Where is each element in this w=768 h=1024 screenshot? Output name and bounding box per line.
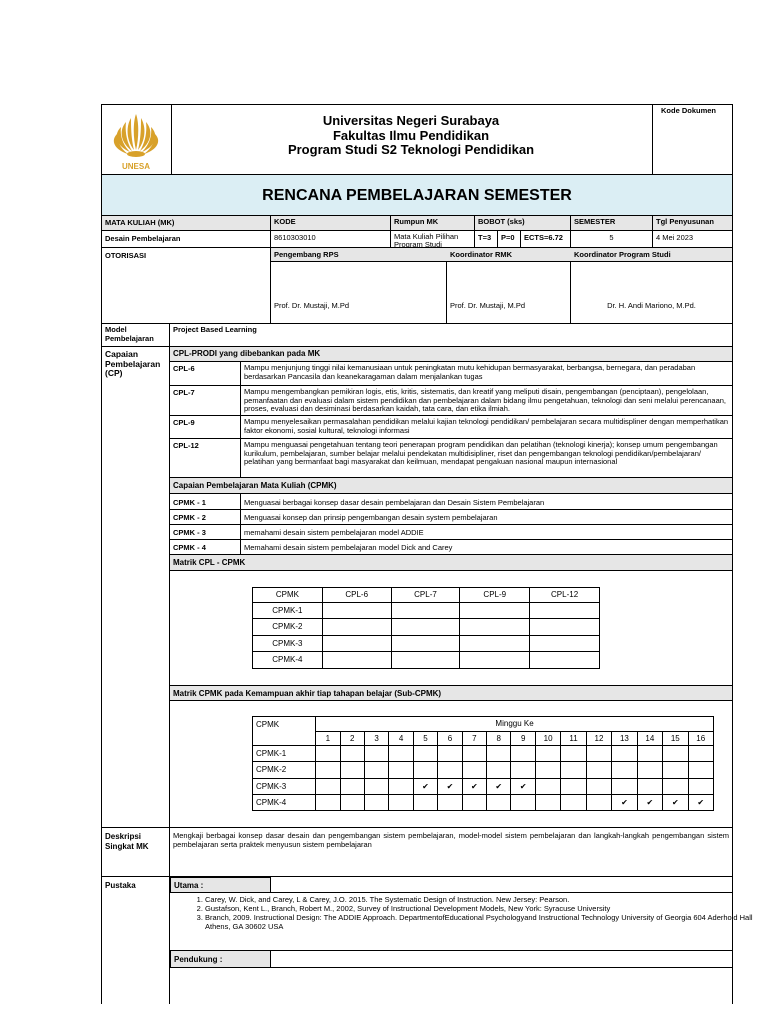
cpl-code-1: CPL-6 bbox=[173, 364, 195, 373]
matrik-cpl-row-label: CPMK-3 bbox=[253, 635, 323, 652]
check-icon: ✔ bbox=[688, 794, 713, 810]
koordinator-prodi-name: Dr. H. Andi Mariono, M.Pd. bbox=[607, 301, 696, 310]
matrik-cell bbox=[561, 778, 586, 794]
cpl-text-4: Mampu menguasai pengetahuan tentang teori penerapan program pendidikan dan pelatihan (teknologi kinerja); konsep umum pengembangan kurikulum, pembelajaran, sumber belajar melalui pendekatan multidisipliner, riset dan pengembangan teknologi pendidikan/pembelajaran/ pelatihan yang bermanfaat bagi masyarakat dan keilmuan, mendapat pengakuan nasional maupun internasional bbox=[244, 440, 718, 466]
unesa-logo bbox=[104, 108, 168, 172]
koordinator-rmk-name: Prof. Dr. Mustaji, M.Pd bbox=[450, 301, 526, 310]
cpl-text-2: Mampu mengembangkan pemikiran logis, etis, kritis, sistematis, dan kreatif yang meliputi disain, pengembangan (penciptaan), pengelolaan, pemanfaatan dan evaluasi dalam sistem pendidikan dan pembelajaran dalam bidang ilmu pengetahuan, teknologi dan seni melalui perencanaan, proses, evaluasi dan desiminasi berdasarkan kaidah, tata cara, dan etika ilmiah. bbox=[244, 387, 726, 413]
matrik-sub-header-row bbox=[253, 717, 714, 732]
course-ects: ECTS=6.72 bbox=[520, 231, 570, 248]
matrik-cell bbox=[586, 778, 611, 794]
course-name: Desain Pembelajaran bbox=[105, 234, 181, 243]
matrik-cell bbox=[340, 778, 364, 794]
table-row bbox=[253, 778, 714, 794]
matrik-cell bbox=[535, 746, 560, 762]
matrik-cpl-table bbox=[252, 587, 600, 669]
pendukung-label: Pendukung : bbox=[174, 955, 223, 964]
matrik-cell bbox=[535, 762, 560, 778]
matrik-cell bbox=[535, 794, 560, 810]
document-title: RENCANA PEMBELAJARAN SEMESTER bbox=[262, 187, 572, 204]
matrik-sub-row-label: CPMK-4 bbox=[253, 794, 316, 810]
mk-label: MATA KULIAH (MK) bbox=[105, 218, 175, 227]
matrik-cpl-col-cpl6: CPL-6 bbox=[322, 588, 391, 603]
week-col-15: 15 bbox=[663, 731, 688, 746]
utama-label: Utama : bbox=[174, 881, 204, 890]
matrik-cell bbox=[389, 762, 413, 778]
matrik-cell bbox=[688, 746, 713, 762]
matrik-cell bbox=[316, 778, 340, 794]
utama-label-cell bbox=[170, 877, 271, 893]
pendukung-line bbox=[271, 950, 732, 968]
doc-code-label: Kode Dokumen bbox=[661, 106, 717, 115]
course-t: T=3 bbox=[474, 231, 497, 248]
model-label: Model Pembelajaran bbox=[105, 325, 154, 343]
cpmk-code-3: CPMK - 3 bbox=[173, 528, 206, 537]
matrik-cell bbox=[389, 746, 413, 762]
matrik-cell bbox=[389, 778, 413, 794]
week-col-3: 3 bbox=[364, 731, 388, 746]
pustaka-label: Pustaka bbox=[105, 881, 136, 890]
matrik-cell bbox=[413, 762, 437, 778]
matrik-cpl-header: Matrik CPL - CPMK bbox=[173, 558, 246, 567]
koordinator-prodi-label: Koordinator Program Studi bbox=[574, 250, 671, 259]
matrik-cpl-header-row bbox=[253, 588, 600, 603]
matrik-cell bbox=[511, 762, 535, 778]
course-p: P=0 bbox=[497, 231, 520, 248]
university-name: Universitas Negeri Surabaya bbox=[322, 113, 500, 128]
check-icon: ✔ bbox=[462, 778, 486, 794]
check-icon: ✔ bbox=[612, 794, 637, 810]
check-icon: ✔ bbox=[487, 778, 511, 794]
cp-label: Capaian Pembelajaran (CP) bbox=[105, 349, 161, 378]
matrik-cell bbox=[438, 762, 462, 778]
week-col-12: 12 bbox=[586, 731, 611, 746]
matrik-cell bbox=[316, 746, 340, 762]
semester-label: SEMESTER bbox=[570, 216, 652, 231]
deskripsi-label: Deskripsi Singkat MK bbox=[105, 832, 149, 851]
check-icon: ✔ bbox=[438, 778, 462, 794]
week-col-11: 11 bbox=[561, 731, 586, 746]
course-rumpun: Mata Kuliah Pilihan Program Studi bbox=[390, 231, 474, 248]
kode-label: KODE bbox=[270, 216, 390, 231]
matrik-cpl-col-cpmk: CPMK bbox=[253, 588, 323, 603]
cpmk-code-1: CPMK - 1 bbox=[173, 498, 206, 507]
model-row-bottom bbox=[102, 324, 732, 347]
matrik-cell bbox=[586, 746, 611, 762]
matrik-cell bbox=[637, 762, 662, 778]
matrik-cpl-col-cpl9: CPL-9 bbox=[460, 588, 530, 603]
cpl-header-band bbox=[170, 347, 732, 362]
cpmk-text-4: Memahami desain sistem pembelajaran model Dick and Carey bbox=[244, 543, 453, 552]
matrik-cell bbox=[413, 746, 437, 762]
matrik-cell bbox=[487, 794, 511, 810]
check-icon: ✔ bbox=[511, 778, 535, 794]
matrik-cpl-header-band bbox=[170, 555, 732, 571]
matrik-cell bbox=[561, 762, 586, 778]
matrik-cpl-col-cpl7: CPL-7 bbox=[391, 588, 460, 603]
program-name: Program Studi S2 Teknologi Pendidikan bbox=[287, 142, 535, 157]
matrik-sub-header-band bbox=[170, 685, 732, 701]
matrik-cell bbox=[413, 794, 437, 810]
table-row bbox=[253, 635, 600, 652]
matrik-cell bbox=[511, 794, 535, 810]
matrik-cpl-col-cpl12: CPL-12 bbox=[530, 588, 600, 603]
table-row bbox=[253, 619, 600, 636]
matrik-cell bbox=[586, 794, 611, 810]
matrik-cell bbox=[561, 746, 586, 762]
doc-code-cell bbox=[652, 104, 733, 174]
week-col-16: 16 bbox=[688, 731, 713, 746]
tgl-label: Tgl Penyusunan bbox=[652, 216, 732, 231]
cpmk-text-2: Menguasai konsep dan prinsip pengembangan desain system pembelajaran bbox=[244, 513, 498, 522]
matrik-cell bbox=[511, 746, 535, 762]
matrik-cell bbox=[637, 778, 662, 794]
check-icon: ✔ bbox=[663, 794, 688, 810]
deskripsi-text: Mengkaji berbagai konsep dasar desain dan pengembangan sistem pembelajaran, model-model sistem pembelajaran dan langkah-langkah pengembangan sistem pembelajaran serta praktek menyusun sistem pembelajaran bbox=[173, 831, 729, 849]
cpl-code-2: CPL-7 bbox=[173, 388, 195, 397]
pendukung-label-cell bbox=[170, 950, 271, 968]
matrik-cell bbox=[316, 794, 340, 810]
svg-text:UNESA: UNESA bbox=[121, 162, 151, 171]
matrik-sub-table bbox=[252, 716, 714, 811]
cpmk-code-4: CPMK - 4 bbox=[173, 543, 206, 552]
matrik-sub-row-label: CPMK-3 bbox=[253, 778, 316, 794]
cpmk-text-1: Menguasai berbagai konsep dasar desain pembelajaran dan Desain Sistem Pembelajaran bbox=[244, 498, 545, 507]
matrik-cell bbox=[364, 778, 388, 794]
list-item: 1. Carey, W. Dick, and Carey, L & Carey, J.O. 2015. The Systematic Design of Instruction. New Jersey: Pearson. bbox=[205, 895, 761, 904]
university-title-block bbox=[172, 114, 650, 158]
deskripsi-row-top bbox=[102, 827, 732, 828]
week-col-2: 2 bbox=[340, 731, 364, 746]
week-col-6: 6 bbox=[438, 731, 462, 746]
week-col-14: 14 bbox=[637, 731, 662, 746]
week-col-8: 8 bbox=[487, 731, 511, 746]
koordinator-rmk-label: Koordinator RMK bbox=[450, 250, 513, 259]
matrik-cell bbox=[487, 746, 511, 762]
matrik-cell bbox=[364, 746, 388, 762]
week-col-4: 4 bbox=[389, 731, 413, 746]
matrik-cpl-row-label: CPMK-2 bbox=[253, 619, 323, 636]
matrik-sub-row-label: CPMK-1 bbox=[253, 746, 316, 762]
week-col-1: 1 bbox=[316, 731, 340, 746]
cpl-header: CPL-PRODI yang dibebankan pada MK bbox=[173, 349, 321, 358]
matrik-cpl-row-label: CPMK-1 bbox=[253, 602, 323, 619]
check-icon: ✔ bbox=[413, 778, 437, 794]
utama-list bbox=[170, 895, 761, 931]
check-icon: ✔ bbox=[637, 794, 662, 810]
list-item: 3. Branch, 2009. Instructional Design: The ADDIE Approach. DepartmentofEducational Psychologyand Instructional Technology University of Georgia 604 Aderhold Hall Athens, GA 30602 USA bbox=[205, 913, 761, 931]
course-date: 4 Mei 2023 bbox=[652, 231, 732, 248]
week-col-7: 7 bbox=[462, 731, 486, 746]
matrik-cell bbox=[612, 746, 637, 762]
matrik-cell bbox=[612, 778, 637, 794]
matrik-cell bbox=[438, 746, 462, 762]
cpmk-text-3: memahami desain sistem pembelajaran model ADDIE bbox=[244, 528, 424, 537]
matrik-cell bbox=[462, 746, 486, 762]
matrik-sub-week-label: Minggu Ke bbox=[316, 717, 714, 732]
week-col-10: 10 bbox=[535, 731, 560, 746]
matrik-cell bbox=[561, 794, 586, 810]
cpl-code-3: CPL-9 bbox=[173, 418, 195, 427]
matrik-cell bbox=[316, 762, 340, 778]
pengembang-name: Prof. Dr. Mustaji, M.Pd bbox=[274, 301, 350, 310]
utama-line bbox=[271, 877, 732, 893]
title-band bbox=[102, 174, 732, 216]
cpmk-header-band bbox=[170, 478, 732, 494]
cpl-code-4: CPL-12 bbox=[173, 441, 199, 450]
matrik-cell bbox=[487, 762, 511, 778]
bobot-label: BOBOT (sks) bbox=[474, 216, 570, 231]
course-code: 8610303010 bbox=[270, 231, 390, 248]
matrik-cell bbox=[340, 794, 364, 810]
table-row bbox=[253, 652, 600, 669]
matrik-cell bbox=[535, 778, 560, 794]
otorisasi-label: OTORISASI bbox=[105, 251, 147, 260]
matrik-cell bbox=[612, 762, 637, 778]
list-item: 2. Gustafson, Kent L., Branch, Robert M., 2002, Survey of Instructional Development Models, New York: Syracuse University bbox=[205, 904, 761, 913]
cpl-text-1: Mampu menjunjung tinggi nilai kemanusiaan untuk peningkatan mutu kehidupan bermasyarakat, berbangsa, bernegara, dan peradaban berdasarkan Pancasila dan keanekaragaman dalam menjalankan tugas bbox=[244, 363, 696, 381]
course-semester: 5 bbox=[570, 231, 652, 248]
matrik-cell bbox=[438, 794, 462, 810]
matrik-cell bbox=[389, 794, 413, 810]
matrik-cell bbox=[637, 746, 662, 762]
table-row bbox=[253, 762, 714, 778]
cpl-text-3: Mampu menyelesaikan permasalahan pendidikan melalui kajian teknologi pendidikan/ pembelajaran secara multidispliner dengan memperhatikan faktor ekonomi, sosial kultural, teknologi informasi bbox=[244, 417, 729, 435]
matrik-sub-row-label: CPMK-2 bbox=[253, 762, 316, 778]
table-row bbox=[253, 602, 600, 619]
matrik-cell bbox=[663, 746, 688, 762]
week-col-5: 5 bbox=[413, 731, 437, 746]
matrik-cell bbox=[364, 794, 388, 810]
matrik-cell bbox=[663, 762, 688, 778]
faculty-name: Fakultas Ilmu Pendidikan bbox=[332, 127, 490, 143]
cpmk-code-2: CPMK - 2 bbox=[173, 513, 206, 522]
model-value: Project Based Learning bbox=[173, 325, 257, 334]
matrik-cell bbox=[340, 762, 364, 778]
matrik-cpl-row-label: CPMK-4 bbox=[253, 652, 323, 669]
matrik-cell bbox=[688, 778, 713, 794]
cpmk-header: Capaian Pembelajaran Mata Kuliah (CPMK) bbox=[173, 481, 337, 490]
matrik-cell bbox=[364, 762, 388, 778]
matrik-cell bbox=[462, 762, 486, 778]
table-row bbox=[253, 794, 714, 810]
table-row bbox=[253, 746, 714, 762]
matrik-sub-header: Matrik CPMK pada Kemampuan akhir tiap tahapan belajar (Sub-CPMK) bbox=[173, 689, 442, 698]
matrik-sub-cpmk-label: CPMK bbox=[253, 717, 316, 746]
week-col-13: 13 bbox=[612, 731, 637, 746]
matrik-cell bbox=[462, 794, 486, 810]
matrik-cell bbox=[586, 762, 611, 778]
matrik-sub-week-row bbox=[253, 731, 714, 746]
matrik-cell bbox=[688, 762, 713, 778]
matrik-cell bbox=[663, 778, 688, 794]
week-col-9: 9 bbox=[511, 731, 535, 746]
pengembang-label: Pengembang RPS bbox=[274, 250, 339, 259]
matrik-cell bbox=[340, 746, 364, 762]
rumpun-label: Rumpun MK bbox=[390, 216, 474, 231]
